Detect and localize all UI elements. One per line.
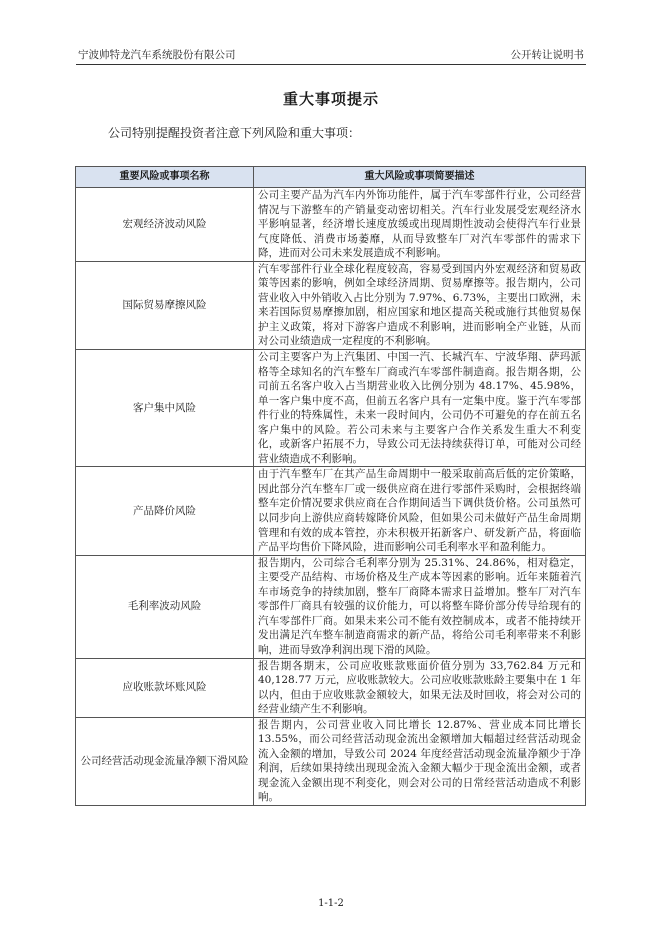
risk-description: 报告期各期末，公司应收账款账面价值分别为 33,762.84 万元和 40,128.77 万元，应收账款较大。公司应收账款账龄主要集中在 1 年以内，但由于应收账款金额较大，如果无法及时回收，将会对公司的经营业绩产生不利影响。 (254, 658, 586, 717)
table-row (76, 261, 586, 349)
table-row (76, 555, 586, 658)
risk-name: 公司经营活动现金流量净额下滑风险 (76, 717, 254, 805)
risk-description: 汽车零部件行业全球化程度较高，容易受到国内外宏观经济和贸易政策等因素的影响，例如全球经济周期、贸易摩擦等。报告期内，公司营业收入中外销收入占比分别为 7.97%、6.73%，主要出口欧洲，未来若国际贸易摩擦加剧，相应国家和地区提高关税或施行其他贸易保护主义政策，将对下游客户造成不利影响，进而影响全产业链，从而对公司业绩造成一定程度的不利影响。 (254, 261, 586, 349)
risk-name: 产品降价风险 (76, 467, 254, 555)
risk-name: 毛利率波动风险 (76, 555, 254, 658)
risk-table (75, 166, 586, 806)
page-header (76, 44, 586, 65)
risk-description: 报告期内，公司营业收入同比增长 12.87%、营业成本同比增长 13.55%，而公司经营活动现金流出金额增加大幅超过经营活动现金流入金额的增加，导致公司 2024 年度经营活动现金流量净额少于净利润，后续如果持续出现现金流入金额大幅少于现金流出金额，或者现金流入金额出现不利变化，则会对公司的日常经营活动造成不利影响。 (254, 717, 586, 805)
company-name: 宁波帅特龙汽车系统股份有限公司 (78, 49, 236, 61)
table-row (76, 717, 586, 805)
risk-name: 国际贸易摩擦风险 (76, 261, 254, 349)
table-row (76, 188, 586, 262)
risk-description: 报告期内，公司综合毛利率分别为 25.31%、24.86%，相对稳定，主要受产品结构、市场价格及生产成本等因素的影响。近年来随着汽车市场竞争的持续加剧，整车厂商降本需求日益增加。整车厂对汽车零部件厂商具有较强的议价能力，可以将整车降价部分传导给现有的汽车零部件厂商。如果未来公司不能有效控制成本，或者不能持续开发出满足汽车整车制造商需求的新产品，将给公司毛利率带来不利影响，进而导致净利润出现下滑的风险。 (254, 555, 586, 658)
risk-name: 应收账款坏账风险 (76, 658, 254, 717)
document-type: 公开转让说明书 (510, 49, 584, 61)
table-row (76, 350, 586, 467)
risk-name: 客户集中风险 (76, 350, 254, 467)
page-number: 1-1-2 (318, 898, 344, 909)
risk-description: 公司主要客户为上汽集团、中国一汽、长城汽车、宁波华翔、萨玛派格等全球知名的汽车整车厂商或汽车零部件制造商。报告期各期，公司前五名客户收入占当期营业收入比例分别为 48.17%、45.98%，单一客户集中度不高，但前五名客户具有一定集中度。鉴于汽车零部件行业的特殊属性，未来一段时间内，公司仍不可避免的存在前五名客户集中的风险。若公司未来与主要客户合作关系发生重大不利变化，或新客户拓展不力，导致公司无法持续获得订单，可能对公司经营业绩造成不利影响。 (254, 350, 586, 467)
page-title: 重大事项提示 (282, 90, 379, 108)
table-row (76, 467, 586, 555)
risk-name: 宏观经济波动风险 (76, 188, 254, 262)
intro-text: 公司特别提醒投资者注意下列风险和重大事项： (108, 126, 361, 140)
column-header-description: 重大风险或事项简要描述 (254, 167, 586, 188)
table-header-row (76, 167, 586, 188)
risk-description: 公司主要产品为汽车内外饰功能件，属于汽车零部件行业，公司经营情况与下游整车的产销量变动密切相关。汽车行业发展受宏观经济水平影响显著，经济增长速度放缓或出现周期性波动会使得汽车行业景气度降低、消费市场萎靡，从而导致整车厂对汽车零部件的需求下降，进而对公司未来发展造成不利影响。 (254, 188, 586, 262)
table-row (76, 658, 586, 717)
column-header-name: 重要风险或事项名称 (76, 167, 254, 188)
risk-description: 由于汽车整车厂在其产品生命周期中一般采取前高后低的定价策略，因此部分汽车整车厂或一级供应商在进行零部件采购时，会根据终端整车定价情况要求供应商在合作期间适当下调供货价格。公司虽然可以同步向上游供应商转嫁降价风险，但如果公司未做好产品生命周期管理和有效的成本管控，亦未积极开拓新客户、研发新产品，将面临产品平均售价下降风险，进而影响公司毛利率水平和盈利能力。 (254, 467, 586, 555)
